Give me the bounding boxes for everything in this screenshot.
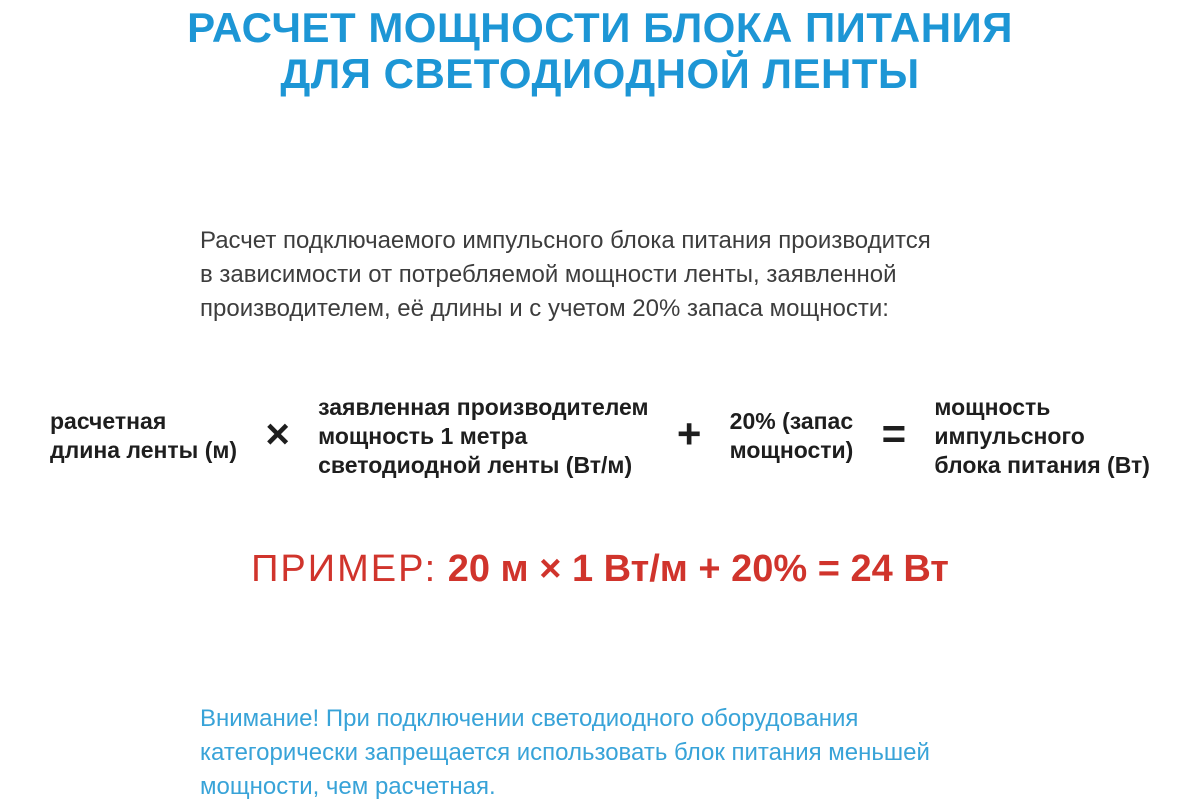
formula-term-line: 20% (запас [729,408,854,434]
page-title-line-1: РАСЧЕТ МОЩНОСТИ БЛОКА ПИТАНИЯ [187,4,1013,51]
warning-note [200,702,930,800]
formula-term-power-reserve [730,407,854,465]
page-title [0,5,1200,97]
plus-operator: + [676,409,702,457]
formula-term-watt-per-meter [318,393,648,480]
intro-paragraph [200,224,931,326]
multiply-operator: × [265,409,290,457]
formula-term-line: расчетная [50,408,167,434]
formula-term-line: мощность [934,393,1051,420]
intro-line: производителем, её длины и с учетом 20% запаса мощности: [200,295,889,322]
formula-term-psu-power [934,393,1150,480]
formula-term-line: блока питания (Вт) [934,451,1150,478]
formula-term-line: светодиодной ленты (Вт/м) [318,451,633,478]
intro-line: Расчет подключаемого импульсного блока питания производится [200,227,931,254]
power-formula [50,390,1150,482]
formula-term-strip-length [50,407,237,465]
formula-term-line: мощность 1 метра [318,422,528,449]
page-title-line-2: ДЛЯ СВЕТОДИОДНОЙ ЛЕНТЫ [280,50,920,97]
formula-term-line: мощности) [729,437,854,463]
example-label: ПРИМЕР: [251,548,438,590]
formula-term-line: заявленная производителем [318,393,649,420]
example-line [0,544,1200,594]
equals-operator: = [881,409,907,457]
warning-line: категорически запрещается использовать блок питания меньшей [200,739,930,766]
formula-term-line: импульсного [934,422,1085,449]
formula-term-line: длина ленты (м) [50,437,238,463]
intro-line: в зависимости от потребляемой мощности ленты, заявленной [200,261,897,288]
warning-line: Внимание! При подключении светодиодного оборудования [200,705,859,732]
example-expression: 20 м × 1 Вт/м + 20% = 24 Вт [447,548,949,590]
warning-line: мощности, чем расчетная. [200,773,496,800]
